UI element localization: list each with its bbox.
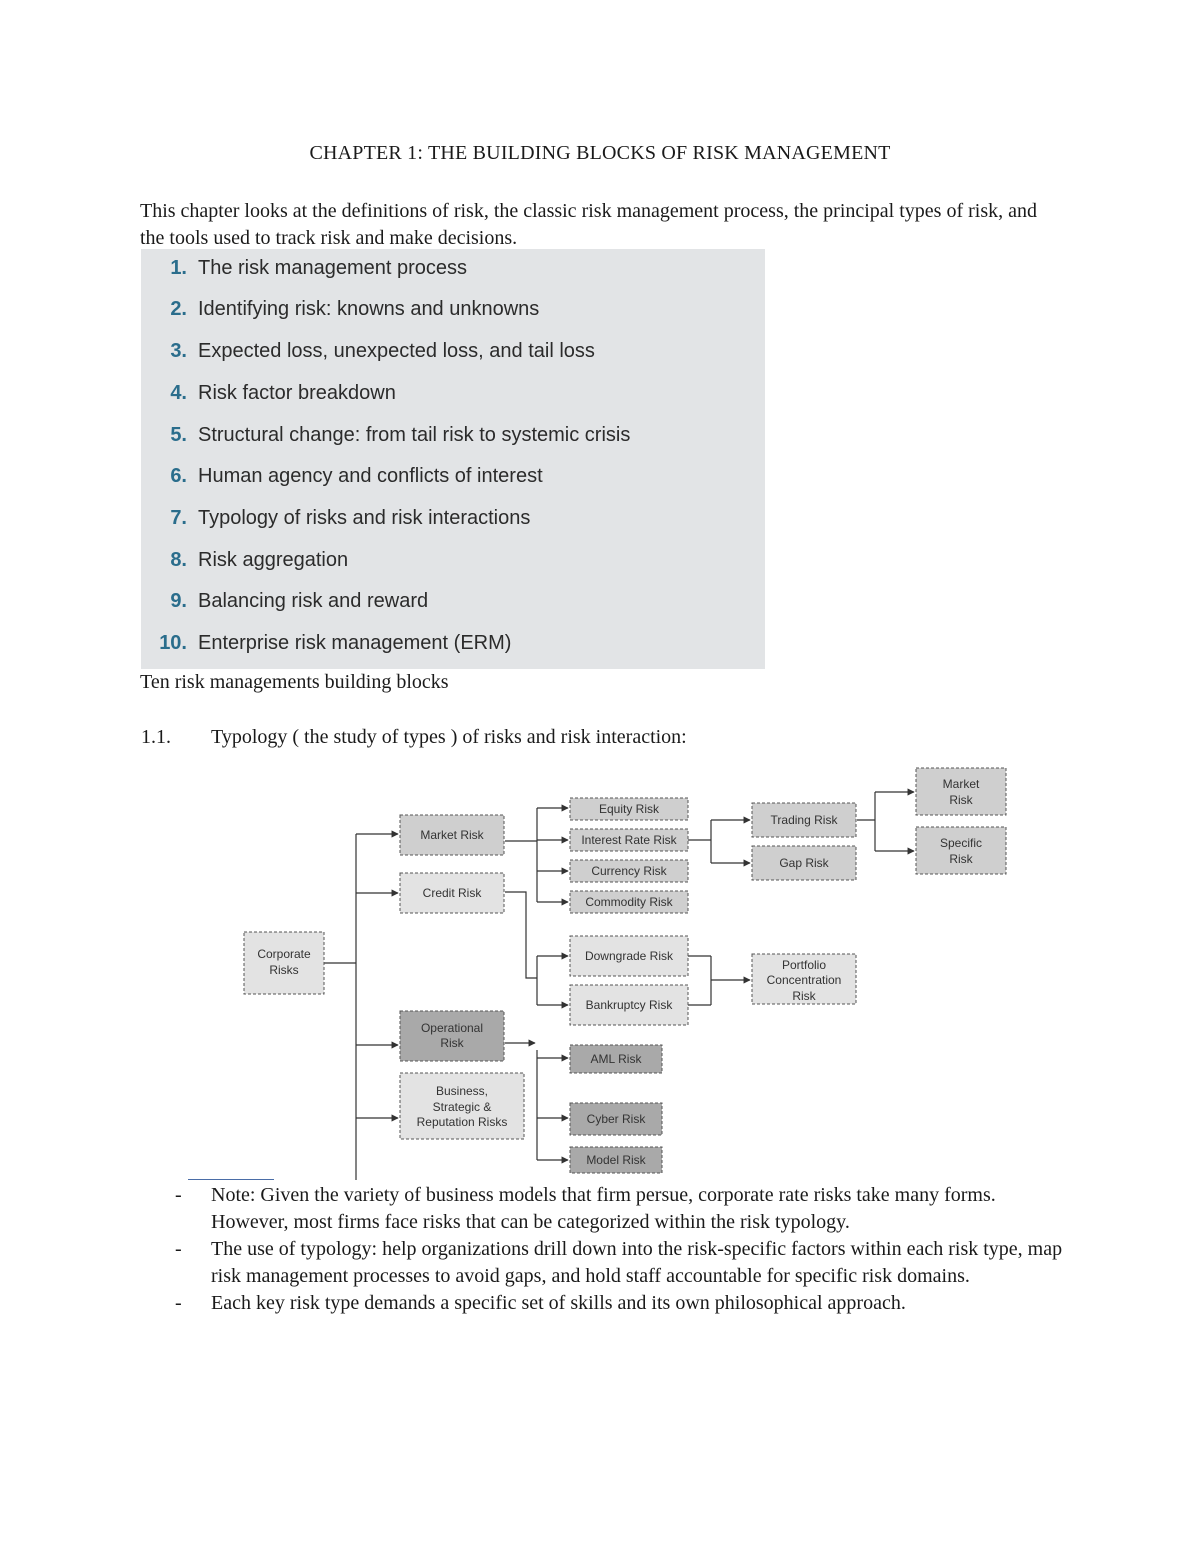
currency-risk-label: Currency Risk — [591, 864, 667, 878]
corporate-label-1: Corporate — [257, 947, 311, 961]
market-sub-label-1: Market — [942, 777, 980, 791]
specific-label-1: Specific — [939, 836, 983, 850]
business-label-3: Reputation Risks — [416, 1115, 508, 1129]
section-title: Typology ( the study of types ) of risks and risk interaction: — [211, 726, 687, 748]
block-item: 9. Balancing risk and reward — [170, 590, 429, 612]
block-item: 6. Human agency and conflicts of interest — [170, 465, 543, 487]
block-item: 3. Expected loss, unexpected loss, and tail loss — [170, 340, 595, 362]
block-item: 8. Risk aggregation — [170, 549, 349, 571]
bankruptcy-risk-label: Bankruptcy Risk — [585, 998, 673, 1012]
interest-rate-risk-label: Interest Rate Risk — [581, 833, 677, 847]
risk-typology-diagram — [230, 760, 1020, 1180]
corporate-label-2: Risks — [269, 963, 299, 977]
bullet-item: - Note: Given the variety of business models that firm persue, corporate rate risks take many forms. However, most firms face risks that can be categorized within the risk typology. — [175, 1184, 996, 1233]
footnote-rule — [188, 1179, 274, 1180]
trading-risk-label: Trading Risk — [770, 813, 838, 827]
portfolio-label-3: Risk — [792, 989, 816, 1003]
market-sub-label-2: Risk — [949, 793, 973, 807]
block-item: 4. Risk factor breakdown — [170, 382, 396, 404]
intro-paragraph: This chapter looks at the definitions of risk, the classic risk management process, the principal types of risk, and the tools used to track risk and make decisions. — [140, 200, 1037, 249]
operational-label-2: Risk — [440, 1036, 464, 1050]
aml-risk-label: AML Risk — [590, 1052, 642, 1066]
block-item: 7. Typology of risks and risk interactions — [170, 507, 531, 529]
bullet-item: - Each key risk type demands a specific set of skills and its own philosophical approach. — [175, 1292, 906, 1314]
operational-label-1: Operational — [420, 1021, 484, 1035]
bullet-item: - The use of typology: help organizations drill down into the risk-specific factors within each risk type, map risk management processes to avoid gaps, and hold staff accountable for specific risk domains. — [175, 1238, 1063, 1287]
section-number: 1.1. — [141, 726, 171, 748]
model-risk-label: Model Risk — [586, 1153, 646, 1167]
commodity-risk-label: Commodity Risk — [585, 895, 673, 909]
specific-risk-node — [916, 827, 1006, 874]
business-label-2: Strategic & — [432, 1100, 492, 1114]
chapter-title: CHAPTER 1: THE BUILDING BLOCKS OF RISK MANAGEMENT — [309, 142, 891, 164]
block-item: 1. The risk management process — [170, 257, 468, 279]
portfolio-label-1: Portfolio — [781, 958, 827, 972]
block-item: 10. Enterprise risk management (ERM) — [159, 632, 512, 654]
credit-risk-label: Credit Risk — [422, 886, 482, 900]
downgrade-risk-label: Downgrade Risk — [584, 949, 674, 963]
specific-label-2: Risk — [949, 852, 973, 866]
market-risk-label: Market Risk — [420, 828, 484, 842]
cyber-risk-label: Cyber Risk — [586, 1112, 646, 1126]
building-blocks-panel — [141, 249, 765, 669]
block-item: 2. Identifying risk: knowns and unknowns — [170, 298, 540, 320]
bullet-list — [175, 1182, 1075, 1317]
equity-risk-label: Equity Risk — [598, 802, 660, 816]
blocks-caption: Ten risk managements building blocks — [140, 671, 449, 693]
block-item: 5. Structural change: from tail risk to systemic crisis — [170, 424, 631, 446]
gap-risk-label: Gap Risk — [779, 856, 829, 870]
business-label-1: Business, — [435, 1084, 489, 1098]
market-risk-sub-node — [916, 768, 1006, 815]
portfolio-label-2: Concentration — [766, 973, 842, 987]
